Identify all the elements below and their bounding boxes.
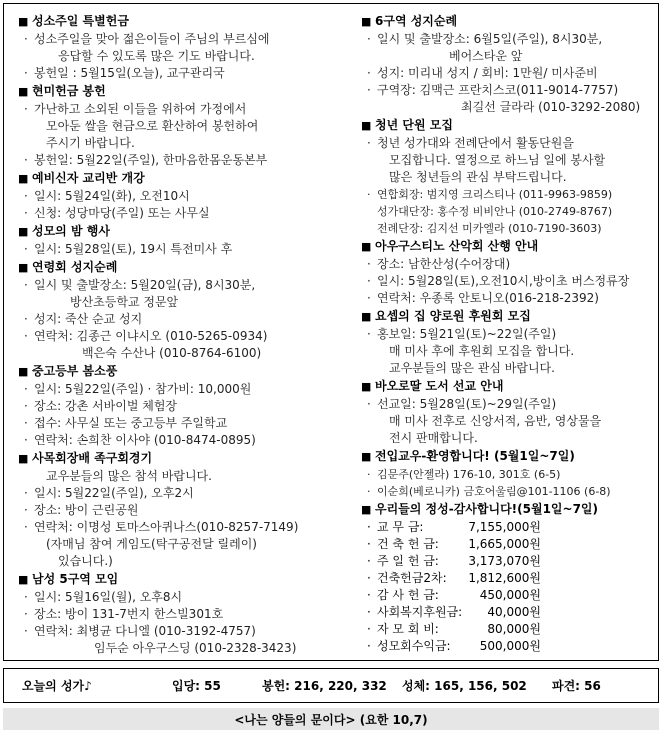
section	[18, 82, 346, 169]
offering-row: · 건 축 헌 금: 1,665,000원	[367, 537, 541, 551]
section-title-text: 요셉의 집 양로원 후원회 모집	[375, 309, 531, 323]
section-line: · 일시: 5월24일(화), 오전10시	[24, 189, 190, 203]
section-line: · 접수: 사무실 또는 중고등부 주일학교	[24, 416, 228, 430]
offering-label: 자 모 회 비:	[377, 622, 439, 636]
offering-label: 성모회수익금:	[377, 639, 451, 653]
offering-label: 교 무 금:	[377, 520, 424, 534]
section-line: 임두순 아우구스딩 (010-2328-3423)	[94, 641, 297, 655]
section-line: · 일시: 5월28일(토),오전10시,방이초 버스정류장	[367, 274, 630, 288]
section-line: · 장소: 방이 근린공원	[24, 503, 139, 517]
section-line: · 김문주(안젤라) 176-10, 301호 (6-5)	[367, 468, 561, 481]
offering-label: 건 축 헌 금:	[377, 537, 439, 551]
section-title	[18, 449, 346, 468]
square-bullet-icon: ■	[361, 119, 372, 132]
section-title-text: 아우구스티노 산악회 산행 안내	[375, 239, 539, 253]
section-title-text: 예비신자 교리반 개강	[32, 171, 145, 185]
offering-amount: 1,665,000원	[468, 537, 541, 551]
section-title	[18, 570, 346, 589]
square-bullet-icon: ■	[361, 15, 372, 28]
offering-row: · 사회복지후원금: 40,000원	[367, 605, 541, 619]
section-line: 모아둔 쌀을 현금으로 환산하여 봉헌하여	[46, 119, 259, 133]
section-line: · 연락처: 우종록 안토니오(016-218-2392)	[367, 291, 599, 305]
section-line: · 일시: 5월28일(토), 19시 특전미사 후	[24, 242, 233, 256]
section	[18, 169, 346, 222]
section-line: 응답할 수 있도록 많은 기도 바랍니다.	[58, 49, 255, 63]
section-title	[18, 362, 346, 381]
section	[18, 258, 346, 362]
square-bullet-icon: ■	[361, 450, 372, 463]
section-line: · 연락처: 이명성 토마스아퀴나스(010-8257-7149)	[24, 520, 299, 534]
square-bullet-icon: ■	[18, 365, 29, 378]
left-column	[18, 12, 346, 657]
section-title-text: 6구역 성지순례	[375, 14, 458, 28]
square-bullet-icon: ■	[18, 225, 29, 238]
section-line: · 일시: 5월16일(월), 오후8시	[24, 590, 183, 604]
section-line: · 봉헌일 : 5월15일(오늘), 교구관리국	[24, 66, 225, 80]
offering-amount: 450,000원	[479, 588, 541, 602]
section-line: · 성지: 미리내 성지 / 회비: 1만원/ 미사준비	[367, 66, 598, 80]
offering-row: · 감 사 헌 금: 450,000원	[367, 588, 541, 602]
section	[361, 116, 655, 237]
section-title	[18, 169, 346, 188]
section-title	[18, 82, 346, 101]
section-line: 있습니다.)	[58, 554, 113, 568]
section-line: 전시 판매합니다.	[389, 431, 478, 445]
section-title-text: 청년 단원 모집	[375, 118, 453, 132]
section-title	[361, 447, 655, 466]
section	[361, 307, 655, 377]
footer-verse: <나는 양들의 문이다> (요한 10,7)	[3, 708, 659, 730]
section-line: 모집합니다. 열정으로 하느님 일에 봉사할	[389, 153, 606, 167]
offering-label: 감 사 헌 금:	[377, 588, 439, 602]
section-line: 방산초등학교 정문앞	[70, 295, 179, 309]
section-title-text: 바오로딸 도서 선교 안내	[375, 379, 504, 393]
section-title-text: 성모의 밤 행사	[32, 224, 110, 238]
hymn-recessional: 파견: 56	[552, 679, 601, 693]
section-title	[361, 307, 655, 326]
offering-amount: 7,155,000원	[468, 520, 541, 534]
announcements-box	[3, 3, 659, 661]
section-line: · 일시: 5월22일(주일) · 참가비: 10,000원	[24, 382, 252, 396]
offering-label: 주 일 헌 금:	[377, 554, 439, 568]
section-line: · 성지: 죽산 순교 성지	[24, 312, 143, 326]
section-line: 매 미사 후에 후원회 모집을 합니다.	[389, 344, 575, 358]
section-title-text: 현미헌금 봉헌	[32, 84, 106, 98]
section	[18, 362, 346, 449]
section-line: · 장소: 강촌 서바이벌 체험장	[24, 399, 177, 413]
offering-label: 건축헌금2차:	[377, 571, 447, 585]
section-title	[361, 500, 655, 519]
section-title-text: 우리들의 정성-감사합니다!(5월1일~7일)	[375, 502, 598, 516]
offering-amount: 500,000원	[479, 639, 541, 653]
section-title-text: 중고등부 봄소풍	[32, 364, 118, 378]
section-line: · 연락처: 김종근 이냐시오 (010-5265-0934)	[24, 329, 268, 343]
section-line: · 연락처: 손희찬 이사야 (010-8474-0895)	[24, 433, 256, 447]
section	[361, 237, 655, 307]
section-title	[361, 12, 655, 31]
section-line: 매 미사 전후로 신앙서적, 음반, 영상물을	[389, 414, 602, 428]
section	[18, 449, 346, 570]
hymn-offertory: 봉헌: 216, 220, 332	[262, 679, 387, 693]
offering-row: · 주 일 헌 금: 3,173,070원	[367, 554, 541, 568]
offering-row: · 성모회수익금: 500,000원	[367, 639, 541, 653]
section-line: 많은 청년들의 관심 부탁드립니다.	[389, 170, 567, 184]
square-bullet-icon: ■	[18, 15, 29, 28]
section	[361, 377, 655, 447]
section-line: · 일시 및 출발장소: 6월5일(주일), 8시30분,	[367, 32, 603, 46]
offering-amount: 3,173,070원	[468, 554, 541, 568]
offering-row: · 교 무 금: 7,155,000원	[367, 520, 541, 534]
section-title-text: 성소주일 특별헌금	[32, 14, 129, 28]
square-bullet-icon: ■	[18, 452, 29, 465]
section-line: 교우분들의 많은 참석 바랍니다.	[46, 469, 212, 483]
section-title-text: 남성 5구역 모임	[32, 572, 119, 586]
hymn-communion: 성체: 165, 156, 502	[402, 679, 527, 693]
section-title	[18, 12, 346, 31]
section-title-text: 사목회장배 족구회경기	[32, 451, 153, 465]
offering-row: · 건축헌금2차: 1,812,600원	[367, 571, 541, 585]
offering-label: 사회복지후원금:	[377, 605, 463, 619]
section-line: 베어스타운 앞	[449, 49, 523, 63]
hymn-label: 오늘의 성가♪	[22, 679, 92, 693]
section-line: 성가대단장: 홍수정 비비안나 (010-2749-8767)	[377, 205, 613, 218]
section	[361, 500, 655, 655]
section-line: · 구역장: 김맥근 프란치스코(011-9014-7757)	[367, 83, 619, 97]
square-bullet-icon: ■	[18, 85, 29, 98]
section-title	[361, 237, 655, 256]
section-line: · 일시 및 출발장소: 5월20일(금), 8시30분,	[24, 278, 256, 292]
section-title	[361, 377, 655, 396]
square-bullet-icon: ■	[18, 172, 29, 185]
hymn-bar	[3, 668, 659, 703]
section	[18, 222, 346, 258]
section	[18, 12, 346, 82]
section-line: 백은숙 수산나 (010-8764-6100)	[82, 346, 262, 360]
section-line: · 가난하고 소외된 이들을 위하여 가정에서	[24, 102, 247, 116]
section-line: · 선교일: 5월28일(토)~29일(주일)	[367, 397, 557, 411]
section-line: · 연합회장: 범지영 크리스티나 (011-9963-9859)	[367, 188, 613, 201]
section-line: · 장소: 방이 131-7번지 한스빌301호	[24, 607, 224, 621]
section-line: (자매님 참여 게임도(탁구공전달 릴레이)	[46, 537, 257, 551]
section-line: · 연락처: 최병균 다니엘 (010-3192-4757)	[24, 624, 256, 638]
section-line: 전례단장: 김지선 미카엘라 (010-7190-3603)	[377, 222, 602, 235]
section	[361, 12, 655, 116]
section	[18, 570, 346, 657]
section-line: · 일시: 5월22일(주일), 오후2시	[24, 486, 194, 500]
section-line: · 신청: 성당마당(주일) 또는 사무실	[24, 206, 210, 220]
square-bullet-icon: ■	[18, 261, 29, 274]
square-bullet-icon: ■	[361, 310, 372, 323]
square-bullet-icon: ■	[361, 240, 372, 253]
offering-amount: 40,000원	[487, 605, 541, 619]
section-title-text: 연령회 성지순례	[32, 260, 118, 274]
offering-amount: 1,812,600원	[468, 571, 541, 585]
square-bullet-icon: ■	[361, 380, 372, 393]
section-title	[361, 116, 655, 135]
section-line: 최길선 글라라 (010-3292-2080)	[461, 100, 641, 114]
section-line: · 장소: 남한산성(수어장대)	[367, 257, 511, 271]
section-line: · 성소주일을 맞아 젊은이들이 주님의 부르심에	[24, 32, 270, 46]
section-line: · 청년 성가대와 전례단에서 활동단원을	[367, 136, 574, 150]
section-line: · 봉헌일: 5월22일(주일), 한마음한몸운동본부	[24, 153, 268, 167]
square-bullet-icon: ■	[361, 503, 372, 516]
section-line: · 홍보일: 5월21일(토)~22일(주일)	[367, 327, 557, 341]
right-column	[361, 12, 655, 655]
section-line: · 이순희(베로니카) 금호어울림@101-1106 (6-8)	[367, 485, 611, 498]
section	[361, 447, 655, 500]
square-bullet-icon: ■	[18, 573, 29, 586]
section-line: 주시기 바랍니다.	[46, 136, 135, 150]
offering-amount: 80,000원	[487, 622, 541, 636]
section-line: 교우분들의 많은 관심 바랍니다.	[389, 361, 555, 375]
section-title	[18, 258, 346, 277]
section-title	[18, 222, 346, 241]
offering-row: · 자 모 회 비: 80,000원	[367, 622, 541, 636]
hymn-entrance: 입당: 55	[172, 679, 221, 693]
section-title-text: 전입교우-환영합니다! (5월1일~7일)	[375, 449, 575, 463]
